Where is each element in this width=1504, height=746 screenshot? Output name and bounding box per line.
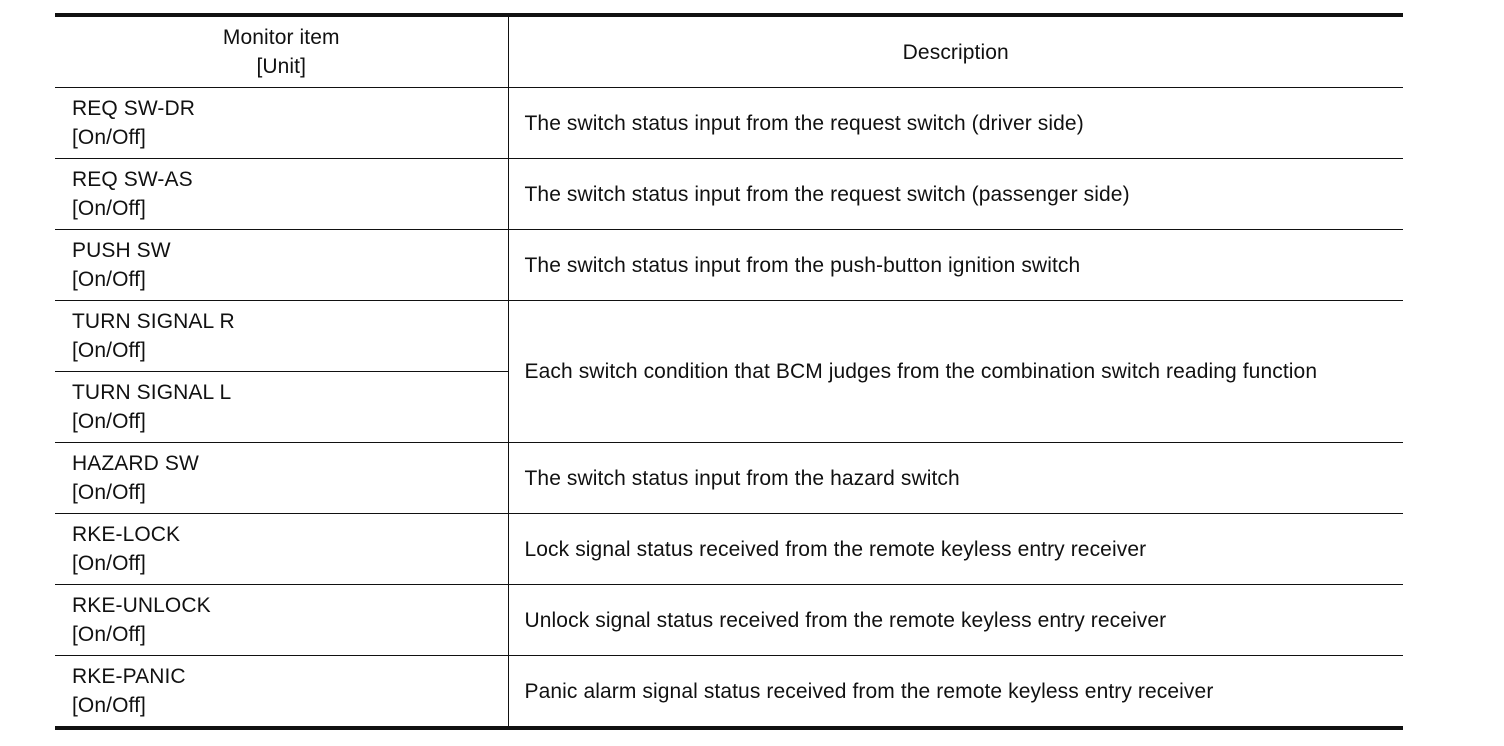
monitor-item-cell [55,88,508,159]
monitor-item-name: RKE-PANIC [72,665,186,688]
header-item-label: Monitor item [222,26,340,49]
header-row [55,15,1403,88]
monitor-item-unit: [On/Off] [72,623,146,646]
monitor-item-name: TURN SIGNAL R [72,310,235,333]
description-cell: The switch status input from the hazard switch [508,443,1403,514]
monitor-item-cell [55,656,508,729]
table-row [55,514,1403,585]
description-column-header [508,15,1403,88]
monitor-item-cell [55,443,508,514]
monitor-item-unit: [On/Off] [72,552,146,575]
monitor-item-name: REQ SW-DR [72,97,196,120]
monitor-item-name: RKE-UNLOCK [72,594,211,617]
table-body [55,88,1403,729]
table-row [55,230,1403,301]
monitor-item-table [55,13,1403,730]
monitor-item-unit: [On/Off] [72,197,146,220]
description-cell: Panic alarm signal status received from the remote keyless entry receiver [508,656,1403,729]
table-row [55,88,1403,159]
description-cell: Lock signal status received from the remote keyless entry receiver [508,514,1403,585]
monitor-item-unit: [On/Off] [72,126,146,149]
monitor-item-cell [55,585,508,656]
table-row [55,159,1403,230]
monitor-item-name: RKE-LOCK [72,523,181,546]
monitor-item-cell [55,372,508,443]
table-header [55,15,1403,88]
monitor-item-cell [55,301,508,372]
monitor-item-column-header [55,15,508,88]
description-cell-merged: Each switch condition that BCM judges from the combination switch reading function [508,301,1403,443]
monitor-item-unit: [On/Off] [72,268,146,291]
monitor-item-name: PUSH SW [72,239,171,262]
description-cell: Unlock signal status received from the remote keyless entry receiver [508,585,1403,656]
monitor-item-unit: [On/Off] [72,339,146,362]
table-row [55,443,1403,514]
monitor-item-name: TURN SIGNAL L [72,381,232,404]
table-row [55,656,1403,729]
monitor-item-name: HAZARD SW [72,452,199,475]
table-row [55,585,1403,656]
monitor-item-name: REQ SW-AS [72,168,193,191]
header-unit-label: [Unit] [256,55,307,78]
monitor-item-cell [55,159,508,230]
table-row [55,301,1403,372]
monitor-item-cell [55,230,508,301]
description-cell: The switch status input from the push-button ignition switch [508,230,1403,301]
monitor-item-cell [55,514,508,585]
monitor-item-unit: [On/Off] [72,410,146,433]
description-cell: The switch status input from the request switch (driver side) [508,88,1403,159]
description-cell: The switch status input from the request switch (passenger side) [508,159,1403,230]
monitor-item-unit: [On/Off] [72,694,146,717]
header-description-label: Description [902,40,1009,64]
monitor-item-unit: [On/Off] [72,481,146,504]
